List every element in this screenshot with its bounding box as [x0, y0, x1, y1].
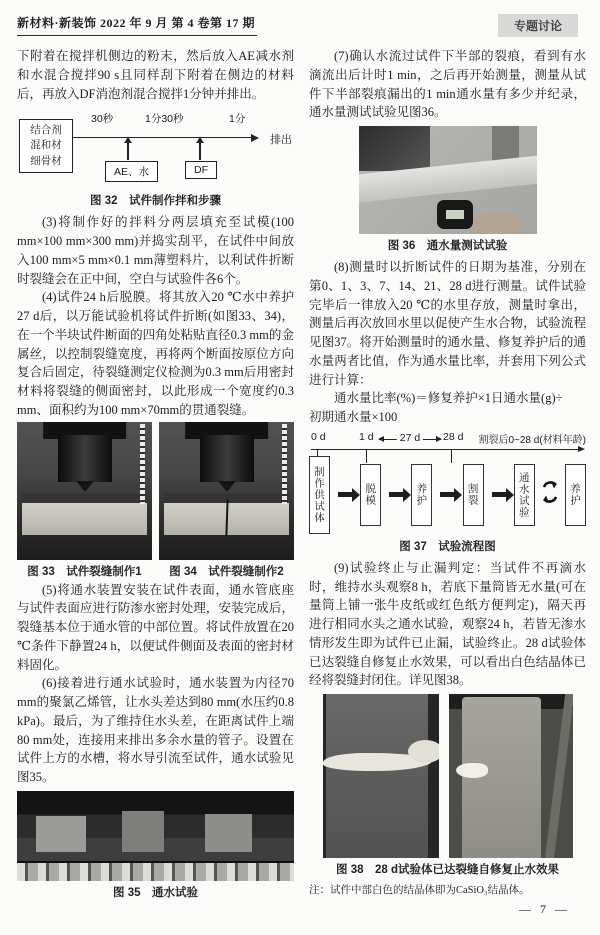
flow-box-cure-2: 养护 [565, 464, 586, 526]
press-tip [218, 481, 236, 492]
paragraph: (5)将通水装置安装在试件表面，通水管底座与试件表面应进行防渗水密封处理，安装完成后，裂缝基本位于通水管的中部位置。将试件放置在20 ℃条件下静置24 h，以便试件侧面及表面的密封材料固化。 [17, 582, 294, 672]
mixing-steps-diagram [17, 107, 294, 189]
figure-caption: 图 32 试件制作拌和步骤 [90, 195, 221, 208]
specimen-beam [22, 503, 146, 535]
figure-34 [159, 422, 294, 579]
rod [544, 694, 572, 858]
flow-box-make-specimen: 制作供试体 [309, 456, 330, 534]
up-arrow-icon [199, 142, 201, 160]
hand [469, 212, 522, 234]
figure-caption: 图 33 试件裂缝制作1 [27, 565, 142, 578]
double-arrow-27d [379, 431, 441, 444]
paragraph: (9)试验终止与止漏判定：当试件不再滴水时，维持水头观察8 h，若底下量筒皆无水量(可在量筒上铺一张牛皮纸或红色纸方便判定)，隔天再进行相同水头之通水试验，观察24 h，若皆无渗水情形发生即为试件已止漏，试验终止。28 d试验体已达裂缝自修复止水效果，可以看出白色结晶体已经将裂缝封闭住。详见图38。 [309, 560, 586, 688]
two-column-body [17, 47, 586, 905]
flow-box-split: 割裂 [463, 464, 484, 526]
page-header [17, 14, 586, 37]
additive-box-df: DF [185, 161, 217, 179]
figure-35 [17, 791, 294, 900]
right-arrow-icon [338, 492, 352, 497]
time-label: 1分 [229, 113, 246, 126]
press-tip [76, 481, 94, 492]
container [205, 814, 252, 852]
specimen-photo-pair [309, 694, 586, 858]
paragraph: (8)测量时以折断试件的日期为基准，分别在第0、1、3、7、14、21、28 d进行测量。试件试验完毕后一律放入20 ℃的水里存放，测量时拿出，测量后再次放回水里以促使产生水合物，试验流程见图37。将开始测量时的通水量、修复养护后的通水量两者比值，作为通水量比率，并套用下列公式进行计算： [309, 260, 586, 387]
container [122, 811, 164, 852]
timeline-label-27d: 27 d [397, 432, 423, 444]
timeline-label-0d: 0 d [311, 430, 326, 443]
figure-note: 注：试件中部白色的结晶体即为CaSiO₃结晶体。 [309, 885, 530, 896]
container [36, 816, 86, 852]
paragraph: (6)接着进行通水试验时，通水装置为内径70 mm的聚氯乙烯管，让水头差达到80 mm(水压约0.8 kPa)。最后，为了维持住水头差，在距离试件上端80 mm处，连接用来排出多余水量的管子。设置在试件上方的水槽，将水导引流至试件，通水试验见图35。 [17, 676, 294, 784]
materials-line: 结合剂 [30, 124, 62, 137]
formula-line-2: 初期通水量×100 [309, 410, 398, 424]
figure-caption: 图 36 通水量测试试验 [387, 240, 508, 252]
figure-37 [309, 431, 586, 554]
materials-box [19, 119, 73, 173]
flow-box-water-test: 通水试验 [514, 464, 535, 526]
time-label: 30秒 [91, 113, 114, 126]
right-arrow-icon [389, 492, 403, 497]
page-number: — 7 — [519, 902, 570, 916]
paragraph-continued: 下附着在搅拌机侧边的粉末，然后放入AE减水剂和水混合搅拌90 s且同样刮下附着在侧边的材料后，再放入DF消泡剂混合搅拌1分钟并排出。 [17, 49, 294, 101]
outlet-label: 排出 [270, 134, 292, 147]
figure-33-34-pair [17, 420, 294, 581]
up-arrow-icon [127, 142, 129, 160]
healed-specimen-photo-2 [449, 694, 573, 858]
specimen-column [326, 694, 428, 858]
timeline-label-28d: 28 d [443, 430, 464, 443]
specimen-column [462, 697, 541, 858]
white-crystal-blob [408, 740, 438, 763]
timeline-arrow [311, 449, 582, 450]
striped-slab [17, 863, 294, 881]
press-cylinder [58, 435, 112, 482]
figure-caption: 图 35 通水试验 [113, 886, 198, 899]
dark-corner [359, 126, 430, 171]
press-plate [22, 493, 146, 503]
crack-making-photo-2 [159, 422, 294, 560]
materials-line: 混和材 [30, 139, 62, 152]
crack-making-photo-1 [17, 422, 152, 560]
left-column [17, 47, 294, 905]
timeline-arrow [73, 137, 256, 138]
figure-36 [309, 126, 586, 253]
water-test-photo [17, 791, 294, 881]
figure-caption: 图 38 28 d试验体已达裂缝自修复止水效果 [336, 864, 559, 876]
figure-33 [17, 422, 152, 579]
flow-box-demold: 脱模 [360, 464, 381, 526]
ruler-strip [282, 424, 287, 504]
right-arrow-icon [492, 492, 506, 497]
time-label: 1分30秒 [145, 113, 184, 126]
right-column [309, 47, 586, 905]
flow-boxes-row [309, 455, 586, 535]
flow-box-cure: 养护 [411, 464, 432, 526]
paragraph: (7)确认水流过试件下半部的裂痕，看到有水滴流出后计时1 min，之后再开始测量，测量从试件下半部裂痕漏出的1 min通水量有多少并纪录，通水量测试试验见图36。 [309, 49, 586, 120]
figure-caption: 图 37 试验流程图 [399, 540, 496, 553]
press-cylinder [200, 435, 254, 482]
right-arrow-icon [440, 492, 454, 497]
stopwatch-icon [437, 200, 473, 229]
white-crystal-band [456, 763, 488, 778]
timeline-note: 割裂后0~28 d(材料年龄) [478, 434, 586, 446]
formula-line-1: 通水量比率(%)＝修复养护×1日通水量(g)÷ [334, 391, 563, 406]
flow-measure-photo [359, 126, 537, 234]
timeline-label-1d: 1 d [359, 430, 374, 443]
ruler-strip [140, 424, 145, 504]
paragraph: (3)将制作好的拌料分两层填充至试模(100 mm×100 mm×300 mm)并捣实刮平，在试件中间放入100 mm×5 mm×0.1 mm薄塑料片，以利试件折断时裂缝会在正中间，空白与试验件各6个。 [17, 215, 294, 286]
cycle-arrows-icon [541, 475, 559, 514]
test-flow-diagram [309, 431, 586, 535]
healed-specimen-photo-1 [323, 694, 439, 858]
journal-info: 新材料·新装饰 2022 年 9 月 第 4 卷第 17 期 [17, 14, 257, 36]
additive-box-ae-water: AE、水 [105, 161, 158, 182]
figure-38 [309, 694, 586, 877]
materials-line: 细骨材 [30, 154, 62, 167]
section-badge: 专题讨论 [498, 14, 578, 37]
figure-32 [17, 107, 294, 208]
figure-caption: 图 34 试件裂缝制作2 [169, 565, 284, 578]
paragraph: (4)试件24 h后脱膜。将其放入20 ℃水中养护27 d后，以万能试验机将试件折断(如图33、34)，在一个半块试件断面的四角处粘贴直径0.3 mm的金属丝，以控制裂缝宽度，再将两个断面按原位方向复合后固定，待裂缝测定仪检测为0.3 mm后用密封材料将裂缝的侧面密封，以此形成一个宽度约0.3 mm、面积约为100 mm×70mm的贯通裂缝。 [17, 290, 294, 417]
